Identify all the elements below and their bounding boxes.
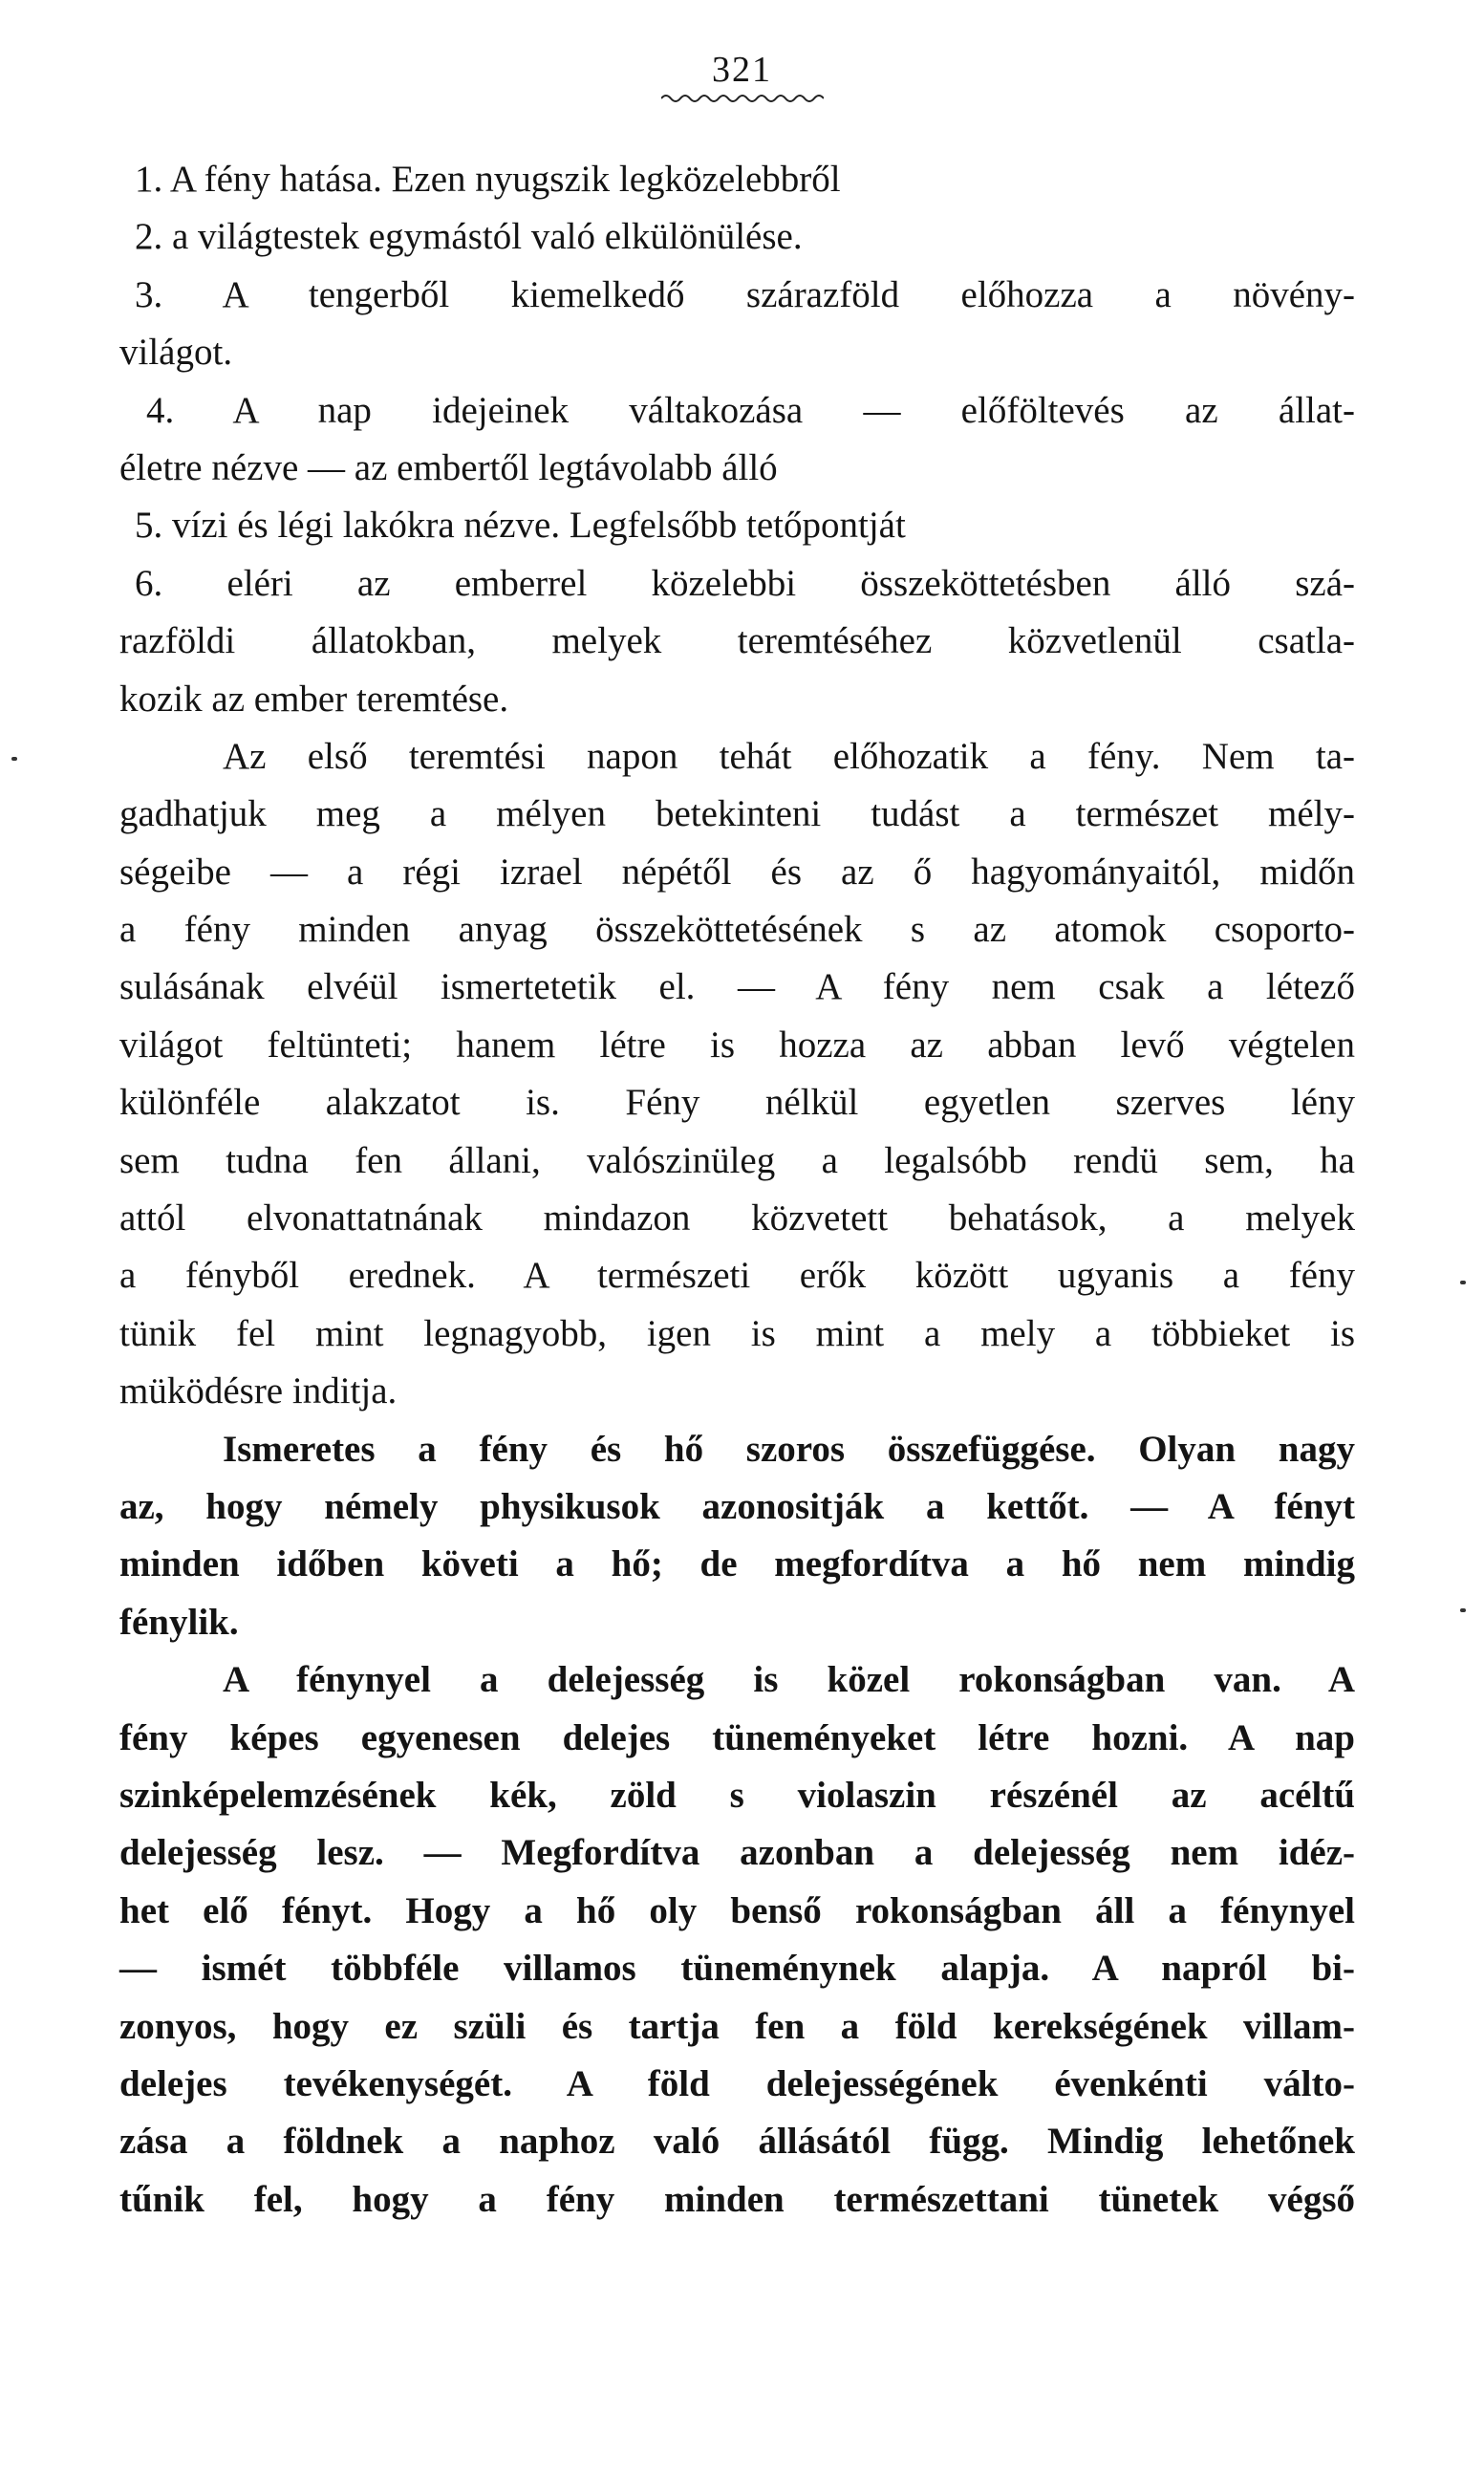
text-line: kozik az ember teremtése. <box>119 678 509 720</box>
text-line: zása a földnek a naphoz való állásától függ. Mindig lehetőnek <box>119 2121 1355 2163</box>
text-line: szinképelemzésének kék, zöld s violaszin részénél az acéltű <box>119 1774 1355 1816</box>
text-line: 2. a világtestek egymástól való elkülönülése. <box>135 216 803 258</box>
text-line: 6. eléri az emberrel közelebbi összeköttetésben álló szá- <box>135 562 1355 604</box>
text-line: Az első teremtési napon tehát előhozatik a fény. Nem ta- <box>223 735 1355 777</box>
text-line: a fény minden anyag összeköttetésének s az atomok csoporto- <box>119 909 1355 951</box>
text-line: müködésre inditja. <box>119 1370 398 1412</box>
text-line: 4. A nap idejeinek váltakozása — előföltevés az állat- <box>146 389 1355 431</box>
text-line: sem tudna fen állani, valószinüleg a legalsóbb rendü sem, ha <box>119 1139 1355 1181</box>
text-line: attól elvonattatnának mindazon közvetett behatások, a melyek <box>119 1197 1355 1240</box>
text-line: a fényből erednek. A természeti erők között ugyanis a fény <box>119 1255 1355 1297</box>
text-line: het elő fényt. Hogy a hő oly benső rokonságban áll a fénynyel <box>119 1889 1355 1931</box>
page-number <box>0 48 1484 105</box>
text-line: 1. A fény hatása. Ezen nyugszik legközelebbről <box>135 159 841 200</box>
text-line: 3. A tengerből kiemelkedő szárazföld előhozza a növény- <box>135 273 1355 315</box>
page-number-wavy-rule <box>661 92 824 105</box>
text-line: fény képes egyenesen delejes tüneményeket létre hozni. A nap <box>119 1716 1355 1758</box>
scan-speck <box>11 757 17 761</box>
text-line: gadhatjuk meg a mélyen betekinteni tudást a természet mély- <box>119 793 1355 835</box>
text-line: delejes tevékenységét. A föld delejességének évenkénti válto- <box>119 2062 1355 2104</box>
text-line: világot. <box>119 332 233 374</box>
text-line: delejesség lesz. — Megfordítva azonban a delejesség nem idéz- <box>119 1832 1355 1874</box>
text-line: minden időben követi a hő; de megfordítva a hő nem mindig <box>119 1543 1355 1585</box>
body-text <box>119 151 1355 2229</box>
text-line: ségeibe — a régi izrael népétől és az ő hagyományaitól, midőn <box>119 851 1355 893</box>
text-line: életre nézve — az embertől legtávolabb álló <box>119 446 778 488</box>
text-line: az, hogy némely physikusok azonositják a kettőt. — A fényt <box>119 1485 1355 1527</box>
text-line: Ismeretes a fény és hő szoros összefüggése. Olyan nagy <box>223 1428 1355 1470</box>
text-line: 5. vízi és légi lakókra nézve. Legfelsőbb tetőpontját <box>135 505 906 547</box>
page-number-text: 321 <box>712 50 772 90</box>
text-line: tűnik fel, hogy a fény minden természettani tünetek végső <box>119 2178 1355 2220</box>
text-line: razföldi állatokban, melyek teremtéséhez közvetlenül csatla- <box>119 620 1355 662</box>
text-line: tünik fel mint legnagyobb, igen is mint a mely a többieket is <box>119 1312 1355 1354</box>
scan-speck <box>1460 1608 1466 1612</box>
text-line: fénylik. <box>119 1601 239 1643</box>
text-line: A fénynyel a delejesség is közel rokonságban van. A <box>223 1659 1355 1701</box>
text-line: zonyos, hogy ez szüli és tartja fen a föld kerekségének villam- <box>119 2005 1355 2047</box>
scan-speck <box>1460 1281 1466 1284</box>
text-line: — ismét többféle villamos tüneménynek alapja. A napról bi- <box>119 1948 1355 1990</box>
text-line: világot feltünteti; hanem létre is hozza az abban levő végtelen <box>119 1024 1355 1066</box>
text-line: sulásának elvéül ismertetetik el. — A fény nem csak a létező <box>119 966 1355 1008</box>
text-line: különféle alakzatot is. Fény nélkül egyetlen szerves lény <box>119 1082 1355 1124</box>
